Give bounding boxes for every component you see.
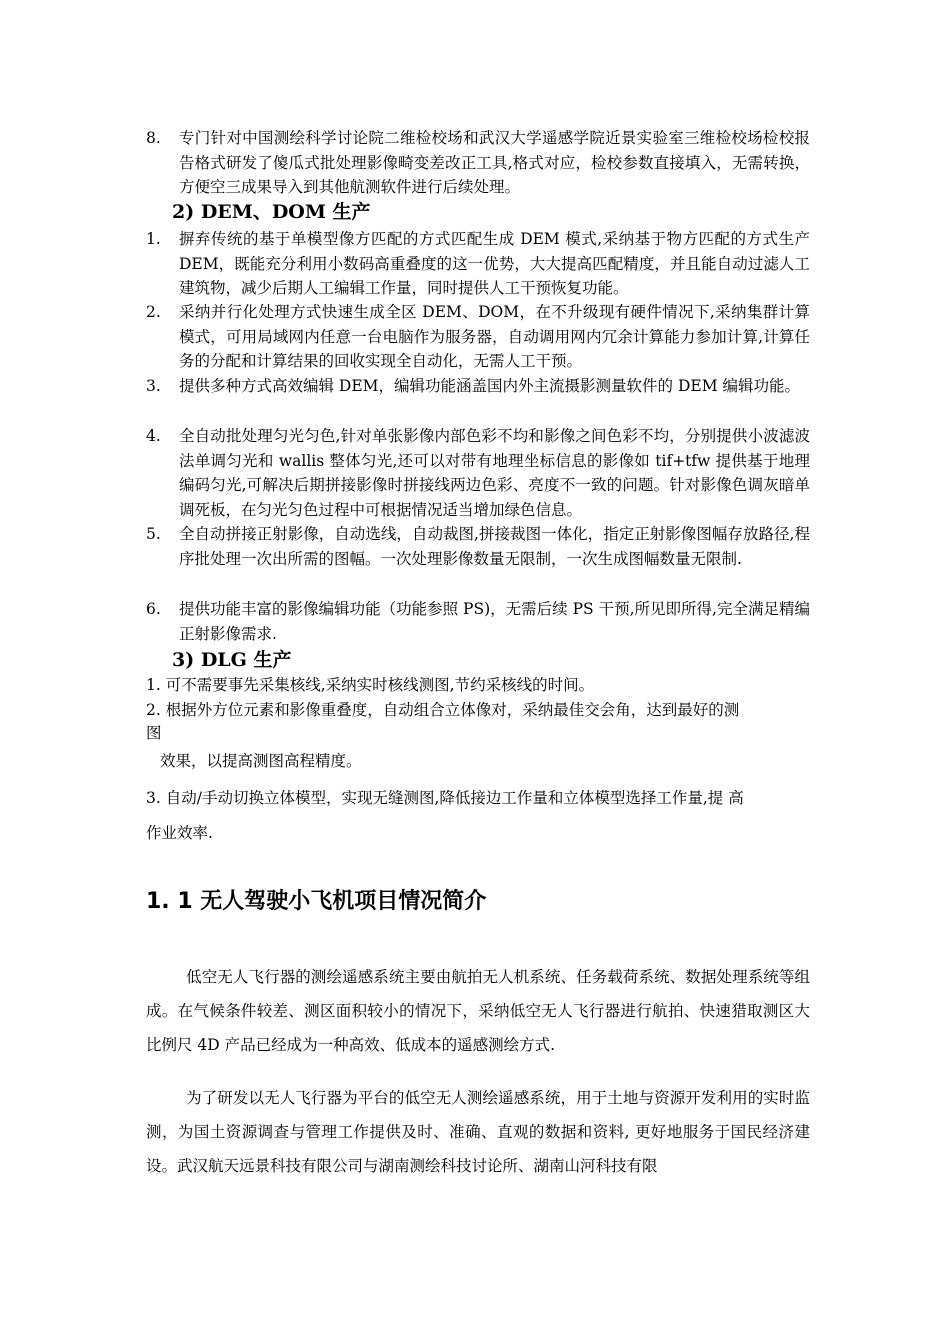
list-item-number: 3. — [146, 377, 161, 395]
list-item-text: 全自动批处理匀光匀色,针对单张影像内部色彩不均和影像之间色彩不均，分别提供小波滤波法单调匀光和 wallis 整体匀光,还可以对带有地理坐标信息的影像如 tif+tfw 提供基于地理编码匀光,可解决后期拼接影像时拼接线两边色彩、亮度不一致的问题。针对影像色调灰暗单调死板，在匀光匀色过程中可根据情况适当增加绿色信息。 — [179, 427, 810, 519]
list-item-number: 1. — [146, 230, 161, 248]
paragraph-1 — [146, 960, 810, 1062]
list-item — [146, 597, 810, 646]
dlg-line-3: 3. 自动/手动切换立体模型，实现无缝测图,降低接边工作量和立体模型选择工作量,提 高 — [146, 789, 744, 807]
list-item-text: 提供多种方式高效编辑 DEM，编辑功能涵盖国内外主流摄影测量软件的 DEM 编辑功能。 — [179, 377, 801, 395]
list-item-text: 提供功能丰富的影像编辑功能（功能参照 PS)，无需后续 PS 干预,所见即所得,完全满足精编正射影像需求. — [179, 600, 810, 643]
section-heading-dem-dom: 2) DEM、DOM 生产 — [172, 201, 371, 223]
list-item-number: 2. — [146, 303, 161, 321]
list-item — [146, 126, 810, 200]
section-heading-1-1: 1. 1 无人驾驶小飞机项目情况简介 — [146, 889, 487, 914]
dlg-line-2-cont: 效果，以提高测图高程精度。 — [160, 752, 362, 770]
dlg-line-1: 1. 可不需要事先采集核线,采纳实时核线测图,节约采核线的时间。 — [146, 676, 595, 694]
list-item-text: 全自动拼接正射影像，自动选线，自动裁图,拼接裁图一体化，指定正射影像图幅存放路径,程序批处理一次出所需的图幅。一次处理影像数量无限制，一次生成图幅数量无限制. — [179, 525, 810, 568]
list-item-number: 8. — [146, 129, 161, 147]
paragraph-text: 低空无人飞行器的测绘遥感系统主要由航拍无人机系统、任务载荷系统、数据处理系统等组成。在气候条件较差、测区面积较小的情况下，采纳低空无人飞行器进行航拍、快速猎取测区大比例尺 4D 产品已经成为一种高效、低成本的遥感测绘方式. — [146, 968, 810, 1054]
paragraph-text: 为了研发以无人飞行器为平台的低空无人测绘遥感系统，用于土地与资源开发利用的实时监测，为国土资源调查与管理工作提供及时、准确、直观的数据和资料, 更好地服务于国民经济建设。武汉航天远景科技有限公司与湖南测绘科技讨论所、湖南山河科技有限 — [146, 1089, 810, 1175]
dlg-line-2-wrap: 图 — [146, 724, 162, 742]
list-item-text: 采纳并行化处理方式快速生成全区 DEM、DOM，在不升级现有硬件情况下,采纳集群计算模式，可用局域网内任意一台电脑作为服务器，自动调用网内冗余计算能力参加计算,计算任务的分配和计算结果的回收实现全自动化，无需人工干预。 — [179, 303, 810, 370]
list-item-number: 5. — [146, 525, 161, 543]
list-item-text: 摒弃传统的基于单模型像方匹配的方式匹配生成 DEM 模式,采纳基于物方匹配的方式生产 DEM，既能充分利用小数码高重叠度的这一优势，大大提高匹配精度，并且能自动过滤人工建筑物，减少后期人工编辑工作量，同时提供人工干预恢复功能。 — [179, 230, 810, 297]
list-item — [146, 374, 810, 399]
section-heading-dlg: 3) DLG 生产 — [172, 649, 292, 671]
dlg-line-3-cont: 作业效率. — [146, 824, 213, 842]
list-item — [146, 300, 810, 374]
paragraph-2 — [146, 1081, 810, 1183]
dlg-line-2: 2. 根据外方位元素和影像重叠度，自动组合立体像对，采纳最佳交会角，达到最好的测 — [146, 701, 740, 719]
list-item-number: 6. — [146, 600, 161, 618]
list-item-text: 专门针对中国测绘科学讨论院二维检校场和武汉大学遥感学院近景实验室三维检校场检校报告格式研发了傻瓜式批处理影像畸变差改正工具,格式对应，检校参数直接填入，无需转换，方便空三成果导入到其他航测软件进行后续处理。 — [179, 129, 810, 196]
list-item — [146, 227, 810, 301]
list-item — [146, 424, 810, 522]
list-item — [146, 522, 810, 571]
list-item-number: 4. — [146, 427, 161, 445]
